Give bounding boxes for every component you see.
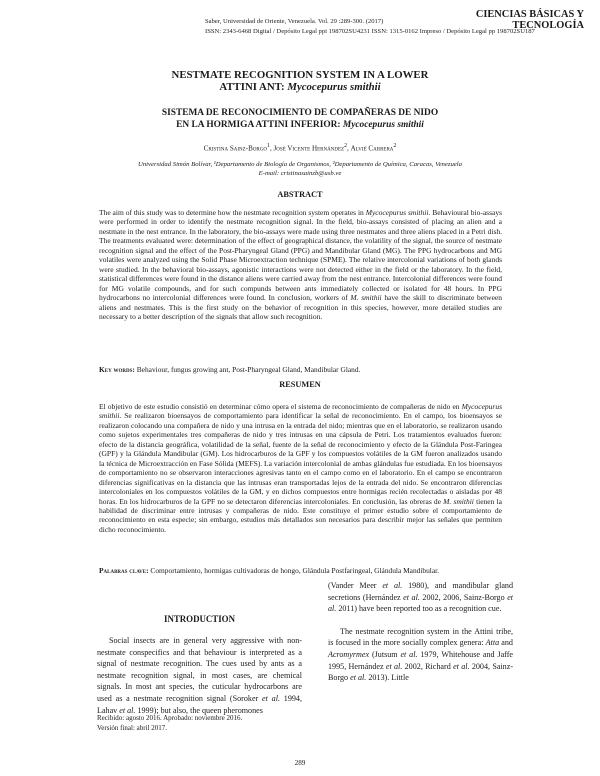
- author-affiliation-mark: 2: [393, 143, 397, 149]
- introduction-heading: INTRODUCTION: [163, 614, 235, 624]
- palabras-clave: [99, 566, 502, 575]
- paper-subtitle: [0, 107, 600, 131]
- affiliation: [0, 160, 600, 178]
- abstract-heading: ABSTRACT: [277, 190, 323, 199]
- author-list: Cristina Sainz-Borgo$^1$, José Vicente Hernández$^2$, Alvié Cabrera$^2$: [203, 143, 397, 153]
- genus-name: Acromyrmex: [328, 649, 370, 659]
- resumen-text: [99, 402, 502, 534]
- author-affiliation-mark: 1: [266, 143, 270, 149]
- section-label-line: CIENCIAS BÁSICAS Y: [475, 9, 584, 20]
- intro-right-column: [328, 580, 513, 684]
- intro-text: 2013). Little: [366, 673, 409, 683]
- intro-paragraph: [97, 635, 302, 716]
- affiliation-line: Universidad Simón Bolívar, ¹Departamento de Biología de Organismos, ²Departamento de Química, Caracas, Venezuela: [138, 161, 462, 168]
- intro-paragraph: [328, 580, 513, 615]
- intro-text: and: [499, 638, 513, 648]
- subtitle-line-2: [0, 119, 600, 131]
- author-name: José Vicente Hernández: [273, 144, 345, 153]
- palabras-clave-text: Comportamiento, hormigas cultivadoras de hongo, Glándula Postfaringeal, Glándula Mandibular.: [148, 566, 440, 575]
- resumen-heading: RESUMEN: [279, 380, 321, 389]
- palabras-clave-label: Palabras clave:: [99, 566, 149, 575]
- species-name: Mycocepurus smithii: [365, 208, 429, 217]
- species-name: Mycocepurus smithii: [99, 402, 502, 421]
- et-al: et al.: [382, 581, 403, 590]
- author-email: E-mail: cristinasainzb@usb.ve: [258, 170, 342, 177]
- et-al: et al.: [350, 673, 367, 683]
- footnote-line: Recibido: agosto 2016. Aprobado: noviembre 2016.: [97, 714, 243, 722]
- footnote-line: Versión final: abril 2017.: [97, 724, 167, 732]
- genus-name: Atta: [485, 638, 500, 648]
- intro-text: 1999); but also, the queen pheromones: [135, 705, 263, 715]
- resumen-text-part: El objetivo de este estudio consistió en determinar cómo opera el sistema de reconocimiento de compañeras de nido en: [99, 402, 462, 411]
- intro-paragraph: [328, 626, 513, 684]
- journal-issn: ISSN: 2343-6468 Digital / Depósito Legal ppi 198702SU4231 ISSN: 1315-0162 Impreso / Depósito Legal pp 198702SU187: [205, 28, 535, 35]
- subtitle-prefix: EN LA HORMIGA ATTINI INFERIOR:: [176, 120, 343, 130]
- received-footnote: [97, 713, 317, 733]
- abstract-text-part: have the skill to discriminate between aliens and nestmates. This is the first study on the behavior of recognition in this species, however, more detailed studies are necessary to a better description of the signals that allow such recognition.: [99, 293, 502, 321]
- resumen-text-part: . Se realizaron bioensayos de comportamiento para identificar la señal de reconocimiento. En el campo, los bioensayos se realizaron colocando una compañera de nido y una intrusa en la entrada del nido; mientras que en el laboratorio, se realizaron usando como sujetos experimentales tres compañeras de nido y tres intrusas en una cápsula de Petri. Los tratamientos evaluados fueron: efecto de la distancia geográfica, volatilidad de la señal, fuente de la señal de reconocimiento y efecto de la Glándula Post-Faringea (GPF) y la Glándula Mandibular (GM). Los hidrocarburos de la GPF y los compuestos volátiles de la GM fueron analizados usando la técnica de Microextracción en Fase Sólida (MEFS). La variación intercolonial de ambas glándulas fue estudiada. En los bioensayos de comportamiento no se observaron interacciones agresivas tanto en el campo como en el laboratorio. En el campo se encontraron diferencias significativas en la distancia que las intrusas eran transportadas lejos de la entrada del nido. Se encontraron diferencias intercoloniales en los compuestos volátiles de la GM, y en dichos compuestos entre hormigas recién recolectadas o aisladas por 48 horas. En los hidrocarburos de la GPF no se detectaron diferencias intercoloniales. En conclusión, las obreras de: [99, 411, 502, 506]
- author-affiliation-mark: 2: [344, 143, 348, 149]
- keywords: [99, 365, 502, 374]
- title-line-1: NESTMATE RECOGNITION SYSTEM IN A LOWER: [171, 69, 429, 81]
- intro-text: The nestmate recognition system in the Attini tribe, is focused in the more socially complex genera:: [328, 626, 513, 648]
- et-al: et al.: [400, 649, 418, 659]
- intro-left-column: [97, 635, 302, 716]
- paper-title: [0, 69, 600, 93]
- et-al: et al.: [262, 693, 280, 703]
- et-al: et al.: [119, 705, 136, 715]
- intro-text: 1979, Whitehouse and Jaffe 1995, Hernández: [328, 649, 513, 671]
- intro-text: Social insects are in general very aggressive with non-nestmate conspecifics and that behaviour is interpreted as a signal of nestmate recognition. The cues used by ants as a nestmate recognition signal, in most cases, are chemical signals. In most ant species, the cuticular hydrocarbons are used as a nestmate recognition signal (Soroker: [97, 636, 302, 703]
- keywords-label: Key words:: [99, 365, 135, 374]
- page-number: 289: [294, 759, 306, 767]
- et-al: et al.: [328, 592, 514, 614]
- intro-text: 2011) have been reported too as a recognition cue.: [336, 604, 502, 614]
- subtitle-species: Mycocepurus smithii: [342, 120, 424, 130]
- abstract-text-part: . Behavioural bio-assays were performed in order to identify the nestmate recognition signal. In the field, bio-assays consisted of placing an alien and a nestmate in the nest entrance. In the laboratory, the bio-assays were made using three nestmates and three aliens placed in a Petri dish. The treatments evaluated were: determination of the effect of geographical distance, the volatility of the signal, the source of nestmate recognition signal and the effect of the Post-Pharyngeal Gland (PPG) and Mandibular Gland (MG). The PPG hydrocarbons and MG volatiles were analyzed using the Solid Phase Microextraction technique (SPME). The relative intercolonial variations of both glands were studied. In the behavioral bio-assays, agonistic interactions were not detected either in the field or the laboratory. In the field, statistical differences were found in the distance aliens were carried away from the nest entrance. Intercolonial differences were found for MG volatile compounds, and for such compunds between ants immediately collected or isolated for 48 hours. In PPG hydrocarbons no intercolonial differences were found. In conclusion, workers of: [99, 208, 502, 303]
- intro-text: (Jutsum: [369, 649, 401, 659]
- abstract-text: [99, 208, 502, 321]
- author-name: Alvié Cabrera: [350, 144, 394, 153]
- et-al: et al.: [453, 661, 470, 671]
- title-line-2: [0, 81, 600, 93]
- keywords-text: Behaviour, fungus growing ant, Post-Pharyngeal Gland, Mandibular Gland.: [134, 365, 361, 374]
- title-prefix: ATTINI ANT:: [219, 81, 288, 93]
- et-al: et al.: [403, 592, 420, 602]
- intro-text: 2002, 2006, Sainz-Borgo: [419, 592, 508, 602]
- et-al: et al.: [385, 661, 403, 671]
- resumen-text-part: tienen la habilidad de discriminar entre intrusas y compañeras de nido. Este constituye el primer estudio sobre el comportamiento de reconocimiento en esta especie; sin embargo, estudios más detallados son necesarios para describir mejor las señales que permiten dicho reconocimiento.: [99, 496, 502, 534]
- intro-text: 2002, Richard: [402, 661, 454, 671]
- subtitle-line-1: SISTEMA DE RECONOCIMIENTO DE COMPAÑERAS DE NIDO: [161, 108, 439, 118]
- journal-citation: Saber, Universidad de Oriente, Venezuela. Vol. 29 :289-300. (2017): [205, 18, 384, 25]
- intro-text: 1994, Lahav: [97, 693, 303, 715]
- title-species: Mycocepurus smithii: [287, 81, 381, 93]
- species-name: M. smithii: [443, 496, 474, 506]
- species-name: M. smithii: [350, 293, 382, 303]
- intro-text: 1980), and mandibular gland secretions (Hernández: [328, 581, 514, 602]
- journal-header: [205, 17, 535, 37]
- section-label-line: TECNOLOGÍA: [512, 20, 584, 31]
- intro-text: (Vander Meer: [328, 581, 383, 590]
- author-name: Cristina Sainz-Borgo: [203, 144, 267, 153]
- abstract-text-part: The aim of this study was to determine how the nestmate recognition system operates in: [99, 208, 366, 217]
- intro-text: 2004, Sainz-Borgo: [328, 661, 514, 683]
